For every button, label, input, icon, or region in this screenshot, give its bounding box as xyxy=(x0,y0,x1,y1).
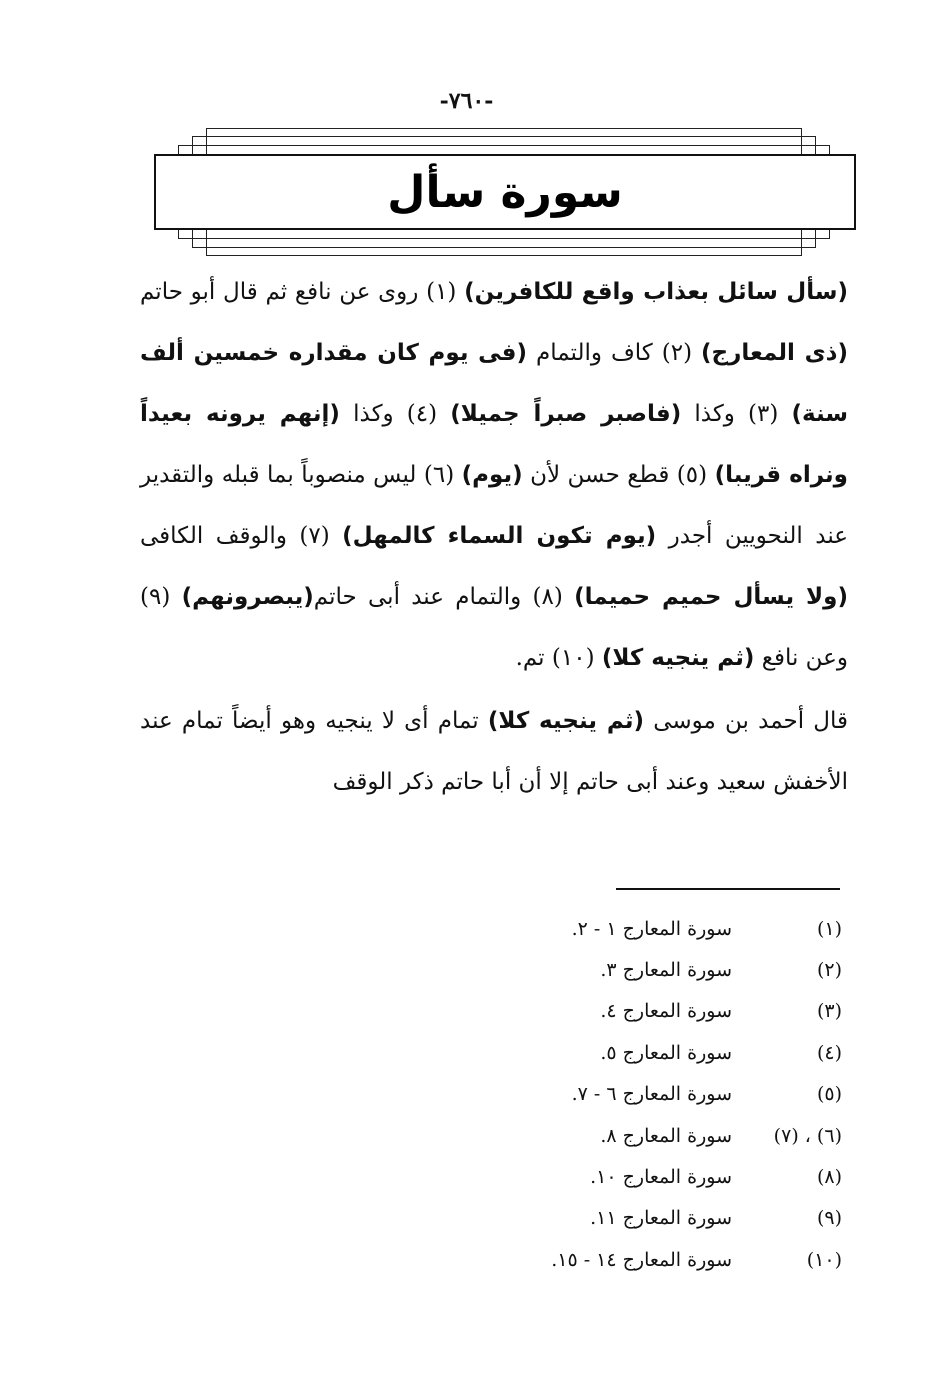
quran-citation: (ولا يسأل حميم حميما) xyxy=(574,584,848,610)
quran-citation: (ثم ينجيه كلا) xyxy=(487,708,645,734)
footnote-reference: سورة المعارج ٦ - ٧. xyxy=(571,1083,732,1106)
footnote-number: (٤) xyxy=(816,1041,842,1064)
quran-citation: (يوم تكون السماء كالمهل) xyxy=(342,523,657,549)
footnote-number: (١٠) xyxy=(806,1248,842,1271)
footnote-number: (٩) xyxy=(816,1207,842,1230)
quran-citation: (يوم) xyxy=(461,462,523,488)
commentary-text: (٧) والوقف الكافى xyxy=(140,523,343,549)
footnote-reference: سورة المعارج ١٠. xyxy=(590,1166,732,1189)
footnote-reference: سورة المعارج ١ - ٢. xyxy=(571,917,732,940)
paragraph-2 xyxy=(140,691,848,813)
quran-citation: (إنهم يرونه بعيداً ونراه قريبا) xyxy=(140,401,848,488)
footnote-number: (٢) xyxy=(816,959,842,982)
commentary-text: (١٠) تم. xyxy=(515,645,602,671)
commentary-text: (٦) ليس منصوباً بما قبله والتقدير عند النحويين أجدر xyxy=(140,462,848,549)
commentary-text: (٣) وكذا xyxy=(681,401,792,427)
footnote-reference: سورة المعارج ٣. xyxy=(600,959,732,982)
commentary-text: (٨) والتمام عند أبى حاتم xyxy=(313,584,575,610)
page-number: -٧٦٠- xyxy=(439,88,494,114)
footnote-reference: سورة المعارج ٨. xyxy=(600,1124,732,1147)
quran-citation: (يبصرونهم) xyxy=(181,584,314,610)
footnote-item xyxy=(360,991,842,1032)
title-banner xyxy=(150,128,860,256)
surah-title: سورة سأل xyxy=(387,166,623,218)
footnote-reference: سورة المعارج ٥. xyxy=(600,1041,732,1064)
footnote-item xyxy=(360,1198,842,1239)
commentary-text: قال أحمد بن موسى xyxy=(644,708,848,734)
quran-citation: (فى يوم كان مقداره خمسين ألف سنة) xyxy=(140,340,848,427)
commentary-text: (٢) كاف والتمام xyxy=(526,340,702,366)
main-text xyxy=(140,262,848,813)
footnote-item xyxy=(360,949,842,990)
commentary-text: (٤) وكذا xyxy=(339,401,451,427)
quran-citation: (ثم ينجيه كلا) xyxy=(601,645,755,671)
quran-citation: (سأل سائل بعذاب واقع للكافرين) xyxy=(464,279,848,305)
commentary-text: (٥) قطع حسن لأن xyxy=(522,462,715,488)
commentary-text: (١) روى عن نافع ثم قال أبو حاتم xyxy=(140,279,465,305)
commentary-text: تمام أى لا ينجيه وهو أيضاً تمام عند الأخفش سعيد وعند أبى حاتم إلا أن أبا حاتم ذكر الوقف xyxy=(140,708,848,795)
quran-citation: (ذى المعارج) xyxy=(701,340,848,366)
footnote-number: (٨) xyxy=(816,1166,842,1189)
footnote-reference: سورة المعارج ٤. xyxy=(600,1000,732,1023)
quran-citation: (فاصبر صبراً جميلا) xyxy=(450,401,682,427)
footnote-reference: سورة المعارج ١٤ - ١٥. xyxy=(551,1248,732,1271)
footnote-number: (١) xyxy=(816,917,842,940)
banner-title-box xyxy=(154,154,856,230)
footnote-number: (٦) ، (٧) xyxy=(773,1124,842,1147)
footnote-number: (٥) xyxy=(816,1083,842,1106)
footnote-separator xyxy=(616,888,840,890)
footnote-item xyxy=(360,908,842,949)
paragraph-1 xyxy=(140,262,848,689)
footnotes-list xyxy=(360,908,842,1281)
footnote-item xyxy=(360,1156,842,1197)
footnote-item xyxy=(360,1115,842,1156)
footnote-item xyxy=(360,1032,842,1073)
commentary-text: (٩) وعن نافع xyxy=(140,584,848,671)
footnote-item xyxy=(360,1074,842,1115)
footnote-number: (٣) xyxy=(816,1000,842,1023)
footnote-reference: سورة المعارج ١١. xyxy=(590,1207,732,1230)
footnote-item xyxy=(360,1239,842,1280)
